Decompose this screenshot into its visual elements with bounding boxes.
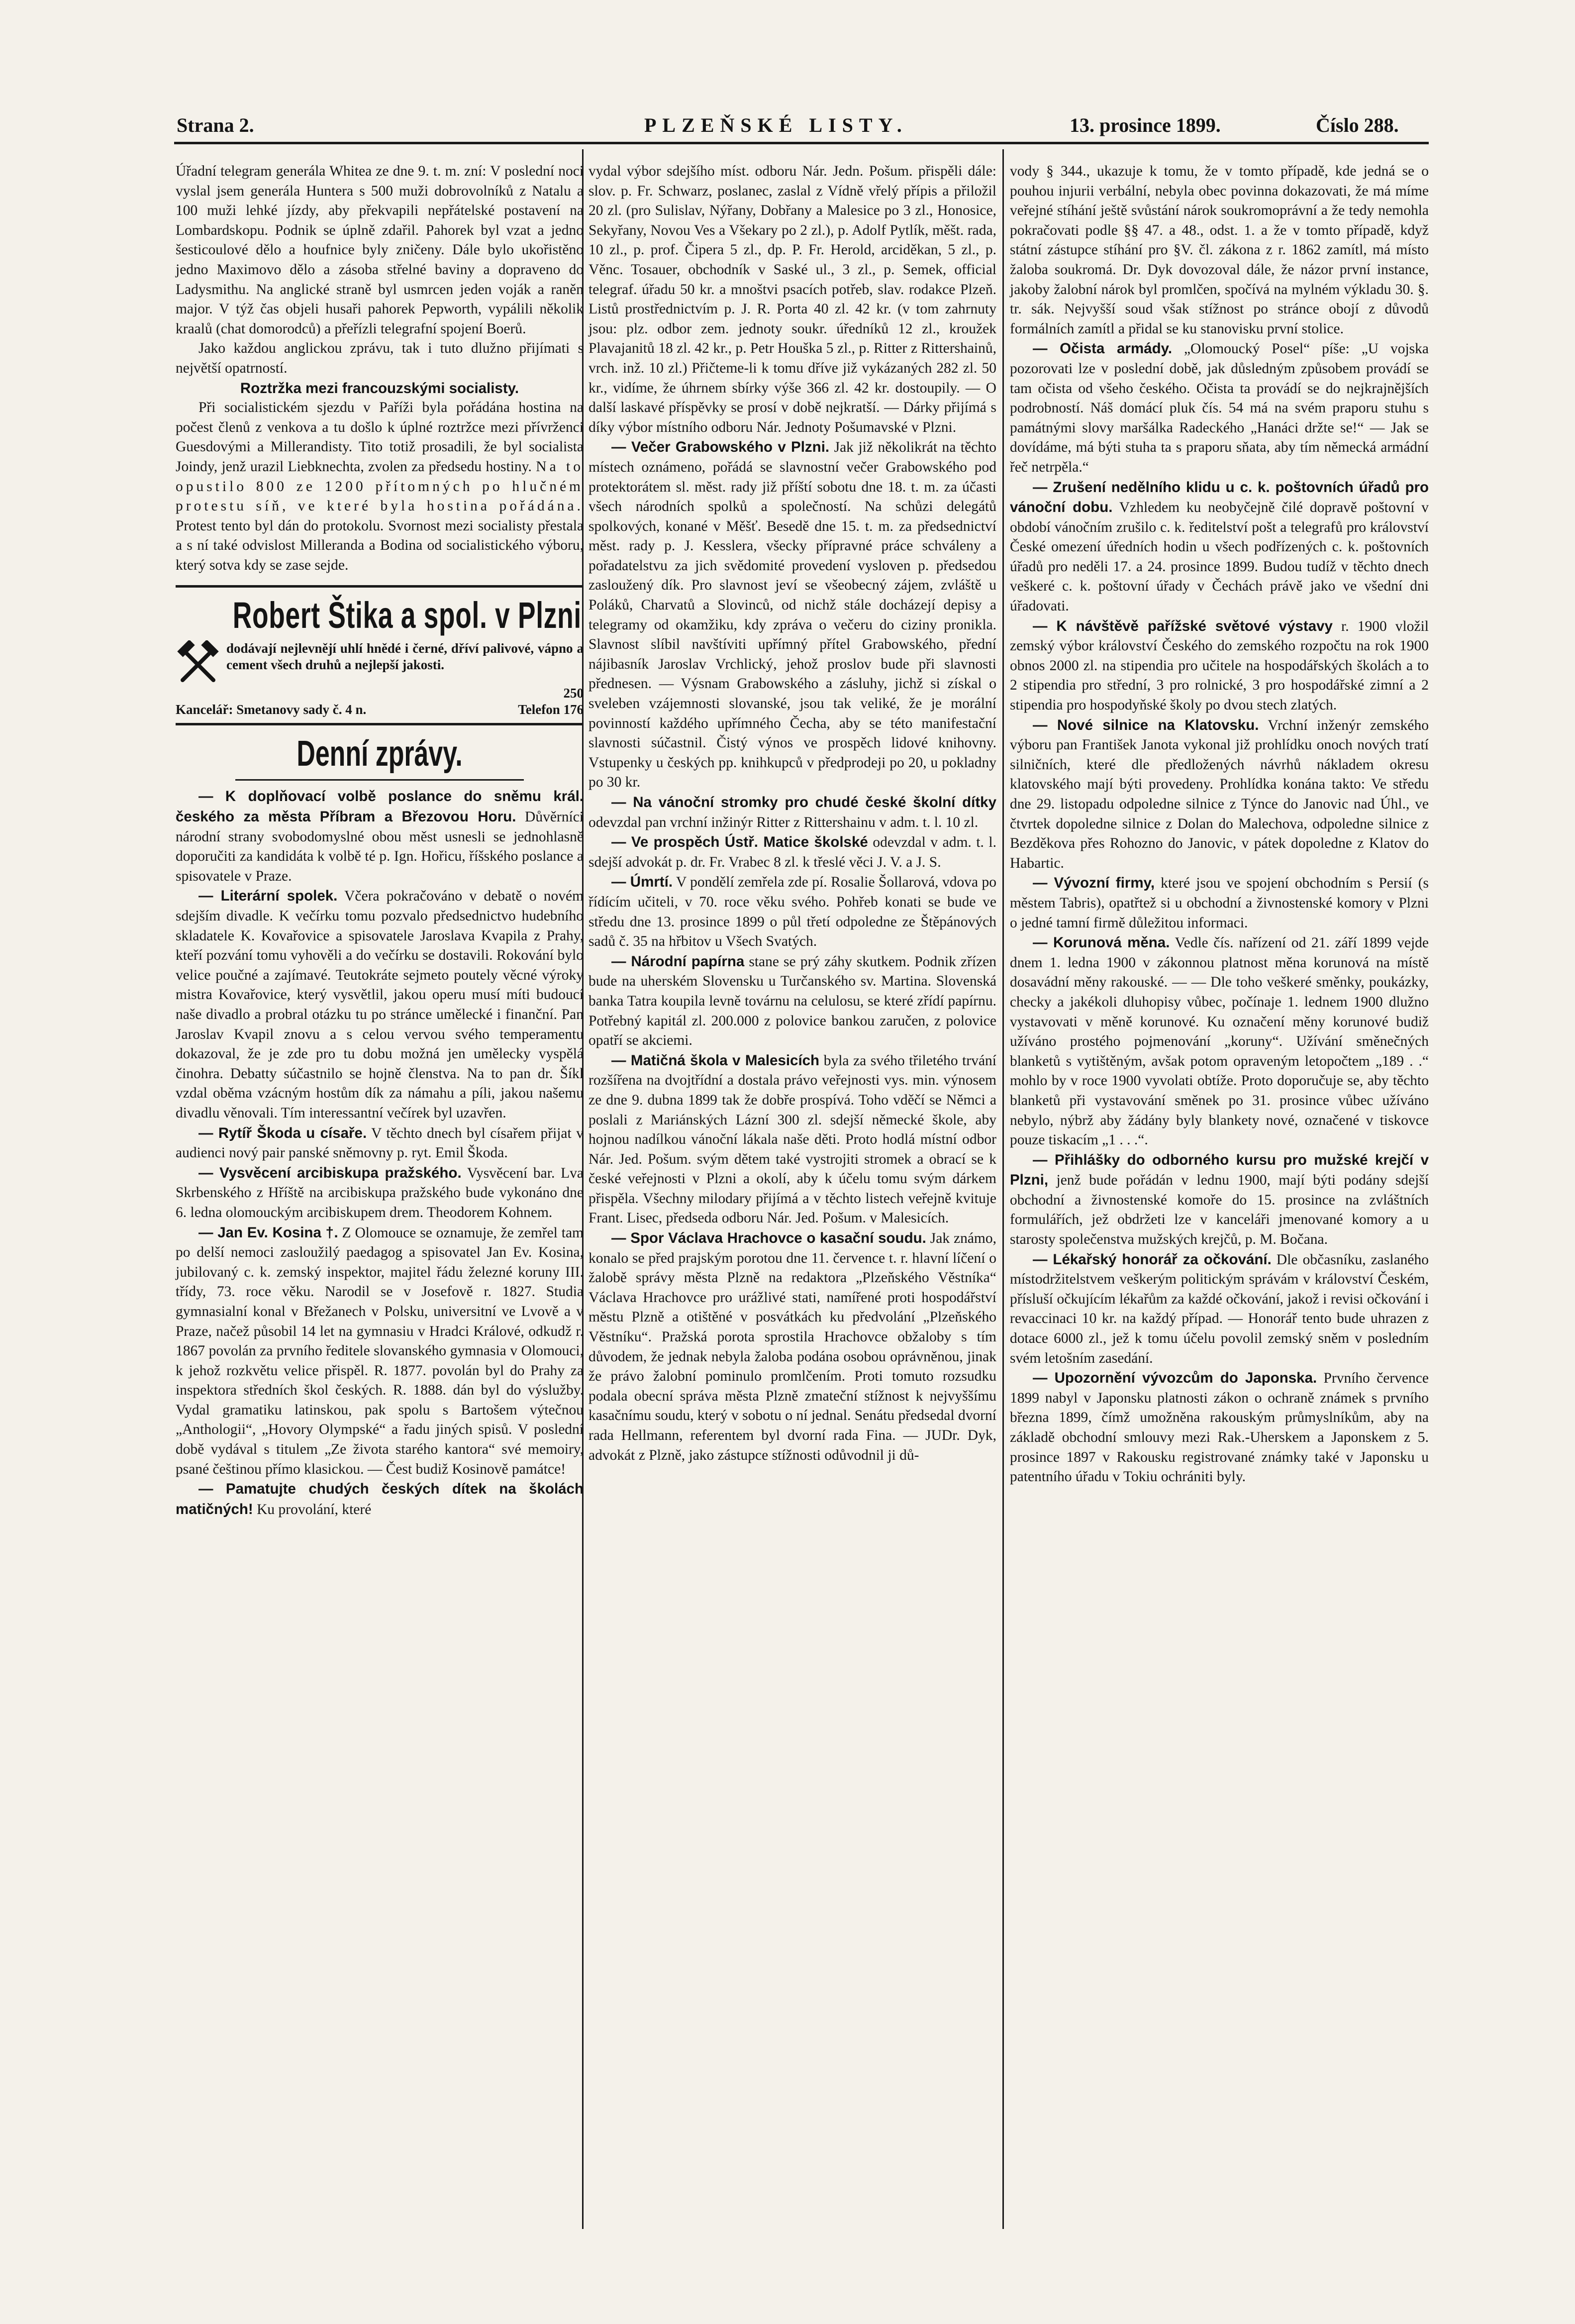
section-rule xyxy=(235,779,524,781)
ad-phone: Telefon 176 xyxy=(518,702,584,717)
article-heading: — Večer Grabowského v Plzni. xyxy=(611,439,830,456)
article-heading: — K doplňovací volbě poslance do sněmu král. českého za města Příbram a Březovou Horu. xyxy=(176,788,584,825)
article-text: — Vysvěcení arcibiskupa pražského. Vysvěcení bar. Lva Skrbenského z Hříště na arcibiskupa pražského bude vykonáno dne 6. ledna olomouckým arcibiskupem drem. Theodorem Kohnem. xyxy=(176,1164,584,1220)
article-text: — Vývozní firmy, které jsou ve spojení obchodním s Persií (s městem Tabris), opatřtež si u obchodní a živnostenské komory v Plzni o jedné tamní firmě důležitou informaci. xyxy=(1010,875,1429,931)
article-text: — Zrušení nedělního klidu u c. k. poštovních úřadů pro vánoční dobu. Vzhledem ku neobyčejně čilé dopravě poštovní v období vánočním zrušilo c. k. ředitelství pošt a telegrafů pro království České omezení úředních hodin u všech podřízených c. k. poštovních úřadů pro neděli 17. a 24. prosince 1899. Budou tudíž v těchto dnech veškeré c. k. poštovní úřady v Čechách právě jako ve všední dni úřadovati. xyxy=(1010,479,1429,614)
crossed-hammers-icon xyxy=(176,640,220,685)
column-divider-2 xyxy=(1002,149,1004,2229)
article-text: — Upozornění vývozcům do Japonska. Prvního července 1899 nabyl v Japonsku platnosti zákon o ochraně známek s prvního března 1899, čímž umožněna rakouským průmyslníkům, aby na základě obchodní smlouvy mezi Rak.-Uherskem a Japonskem z 5. prosince 1897 v Rakousku registrované známky také v Japonsku u patentního úřadu v Tokiu ochrániti byly. xyxy=(1010,1370,1429,1485)
column-2 xyxy=(589,162,996,1465)
article-heading: — Na vánoční stromky pro chudé české školní dítky xyxy=(611,794,996,810)
article-heading: — Pamatujte chudých českých dítek na školách matičných! xyxy=(176,1481,584,1517)
article-text: — Úmrtí. V pondělí zemřela zde pí. Rosalie Šollarová, vdova po řídícím učiteli, v 70. roce věku svého. Pohřeb konati se bude ve středu dne 13. prosince 1899 o půl třetí odpoledne ze Štěpánových sadů č. 35 na hřbitov u Všech Svatých. xyxy=(589,874,996,950)
article-heading: — Jan Ev. Kosina †. xyxy=(198,1224,338,1241)
article-text: — Korunová měna. Vedle čís. nařízení od 21. září 1899 vejde dnem 1. ledna 1900 v zákonnou platnost měna korunová na místě dosavádní měny rakouské. — — Dle toho veškeré směnky, poukázky, checky a jakékoli dluhopisy vůbec, počínaje 1. lednem 1900 dlužno vystavovati v měně korunové. Ku označení měny korunové budiž užíváno prostého pojmenování „koruny“. Užívání směnečných blanketů s vytištěným, avšak potom opraveným letopočtem „189 . .“ mohlo by v roce 1900 vyvolati obtíže. Proto doporučuje se, aby těchto blanketů při vystavování směnek po 31. prosince vůbec užíváno nebylo, nýbrž aby žádány byly blankety nové, označené v tiskovce pouze tiskacím „1 . . .“. xyxy=(1010,934,1429,1148)
article-text: Při socialistickém sjezdu v Paříži byla pořádána hostina na počest členů z venkova a tu došlo k úplné roztržce mezi přívrženci Guesdovými a Millerandisty. Tito totiž prosadili, že byl socialista Joindy, jenž urazil Liebknechta, zvolen za předsedu hostiny. Na to opustilo 800 ze 1200 přítomných po hlučném protestu síň, ve které byla hostina pořádána. Protest tento byl dán do protokolu. Svornost mezi socialisty přestala a s ní také odvislost Milleranda a Bodina od socialistického výboru, který sotva kdy se zase sejde. xyxy=(176,400,584,573)
header-rule xyxy=(174,142,1429,144)
ad-number: 250 xyxy=(563,686,584,701)
article-text: — Rytíř Škoda u císaře. V těchto dnech byl císařem přijat v audienci nový pair panské sněmovny p. ryt. Emil Škoda. xyxy=(176,1124,584,1161)
article-text: — K návštěvě pařížské světové výstavy r. 1900 vložil zemský výbor království Českého do zemského rozpočtu na rok 1900 obnos 2000 zl. na stipendia pro učitele na hospodářských školách a to 2 stipendia pro střední, 3 pro rolnické, 3 pro hospodářské zimní a 2 stipendia pro hospodyňské školy po dvou stech zlatých. xyxy=(1010,617,1429,713)
article-text: — K doplňovací volbě poslance do sněmu král. českého za města Příbram a Březovou Horu. Důvěrníci národní strany svobodomyslné obou měst usnesli se jednohlasně doporučiti za kandidáta k volbě té p. Ign. Hořicu, říšského poslance a spisovatele v Praze. xyxy=(176,788,584,884)
page-header xyxy=(174,113,1428,143)
spaced-text: Na to opustilo 800 ze 1200 přítomných po hlučném protestu síň, ve které byla hostina pořádána. xyxy=(176,458,584,514)
article-heading: — K návštěvě pařížské světové výstavy xyxy=(1033,617,1333,634)
article-text: — Večer Grabowského v Plzni. Jak již několikrát na těchto místech oznámeno, pořádá se slavnostní večer Grabowského pod protektorátem sl. měst. rady již příští sobotu dne 18. t. m. za účasti všech národních spolků a společností. Na schůzi delegátů spolkových, konané v Měšť. Besedě dne 15. t. m. za předsednictví měst. rady p. J. Kesslera, všecky přípravné práce schváleny a pořadatelstvu za jich svědomité provedení vysloven p. předsedou zasloužený dík. Pro slavnost jeví se všeobecný zájem, zvláště u Poláků, Charvatů a Slovinců, od nichž stále docházejí depisy a telegramy od okamžiku, kdy zpráva o večeru do ciziny pronikla. Slavnost slíbil navštíviti upřímný přítel Grabowského, přední nájibasník Jaroslav Vrchlický, jehož proslov bude při slavnosti přednesen. — Výsnam Grabowského a zásluhy, jichž si získal o sveleben vzájemnosti slovanské, jsou tak veliké, že je morální povinností každého upřímného Čecha, aby se této manifestační slavnosti súčastnil. Čistý výnos ve prospěch lidové knihovny. Vstupenky u českých pp. knihkupců v předprodeji po 20, u pokladny po 30 kr. xyxy=(589,439,996,791)
article-text: Úřadní telegram generála Whitea ze dne 9. t. m. zní: V poslední noci vyslal jsem generála Huntera s 500 muži dobrovolníků z Natalu a 100 muži lehké jízdy, aby překvapili nepřátelské postavení na Lombardskopu. Podnik se úplně zdařil. Pahorek byl vzat a jedno šesticoulové dělo a houfnice byly zničeny. Dále bylo ukořistěno jedno Maximovo dělo a zásoba střelné baviny a dopraveno do Ladysmithu. Na anglické straně byl usmrcen jeden voják a raněn major. V týž čas objeli husaři pahorek Pepworth, vypálili několik kraalů (chat domorodců) a přeřízli telegrafní spojení Boerů. xyxy=(176,163,584,337)
article-heading: — Očista armády. xyxy=(1033,340,1173,357)
article-heading: — Matičná škola v Malesicích xyxy=(611,1052,820,1069)
article-text: vody § 344., ukazuje k tomu, že v tomto případě, kde jedná se o pouhou injurii verbální, nebyla obec povinna dokazovati, že má míme veřejné stíhání ještě svůstání nárok soukromoprávní a že tedy nemohla pokračovati podle §§ 47. a 48., odst. 1. a že v tomto případě, když státní zástupce stíhání pro §V. čl. zákona z r. 1862 zamítl, má místo žaloba soukromá. Dr. Dyk dovozoval dále, že názor první instance, jakoby žalobní nárok byl promlčen, spočívá na mylném výkladu 30. §. tr. sák. Nejvyšší soud však stížnost po stránce obojí z důvodů formálních zamítl a přidal se ku stanovisku první stolice. xyxy=(1010,163,1429,337)
article-heading: — Literární spolek. xyxy=(198,888,338,905)
article-text: vydal výbor sdejšího míst. odboru Nár. Jedn. Pošum. přispěli dále: slov. p. Fr. Schwarz, poslanec, zaslal z Vídně vřelý přípis a přiložil 20 zl. (pro Sulislav, Nýřany, Dobřany a Malesice po 3 zl., Honosice, Sekyřany, Novou Ves a Všekary po 2 zl.), p. Adolf Pytlík, měšt. rada, 10 zl., p. prof. Čipera 5 zl., dp. P. Fr. Herold, arciděkan, 5 zl., p. Věnc. Tosauer, obchodník v Saské ul., 3 zl., p. Semek, official telegraf. úřadu 50 kr. a mnoštvi psacích potřeb, slav. rodakce Plzeň. Listů prostřednictvím p. J. R. Porta 40 zl. 42 kr. (v tom zahrnuty jsou: plz. odbor zem. jednoty soukr. úředníků 12 zl., kroužek Plavajanitů 18 zl. 42 kr., p. Petr Houška 5 zl., p. Ritter z Rittershainů, vrch. inž. 10 zl.) Přičteme-li k tomu dříve již vykázaných 282 zl. 50 kr., vidíme, že úhrnem sbírky výše 366 zl. 42 kr. dostoupily. — O další laskavé příspěvky se prosí v době nejkratší. — Dárky přijímá s díky výbor místního odboru Nár. Jednoty Pošumavské v Plzni. xyxy=(589,163,996,435)
issue-date: 13. prosince 1899. xyxy=(1070,114,1221,136)
article-heading: — Úmrtí. xyxy=(611,874,673,891)
article-heading: Roztržka mezi francouzskými socialisty. xyxy=(240,380,519,397)
article-text: — Očista armády. „Olomoucký Posel“ píše: „U vojska pozorovati lze v poslední době, jak důsledným způsobem provádí se tam očista od všeho českého. Očista ta provádí se do nejkrajnějších podrobností. Náš domácí pluk čís. 54 má na svém praporu stuhu s památnými slovy maršálka Radeckého „Hanáci držte se!“ — Jak se dovídáme, má býti stuha ta s praporu sňata, aby tím německá armádní řeč netrpěla.“ xyxy=(1010,340,1429,475)
article-heading: — Lékařský honorář za očkování. xyxy=(1033,1251,1272,1268)
article-text: — Literární spolek. Včera pokračováno v debatě o novém sdejším divadle. K večírku tomu pozvalo předsednictvo hudebního skladatele K. Kovařovice a spisovatele Jaroslava Kvapila z Prahy, kteří pozvání tomu vyhověli a do večírku se dostavili. Rokování bylo velice poučné a zajímavé. Teutokráte sejmeto poutely věcné výroky mistra Kovařovice, který vysvětlil, jakou operu musí míti budoucí naše divadlo a probral otázku tu po stránce umělecké i finanční. Pan Jaroslav Kvapil znovu a s celou vervou svého temperamentu dokazoval, že je zde pro tu dobu možná jen umělecky vyspělá činohra. Debatty súčastnilo se hojně členstva. Na to pan dr. Šíkl vzdal oběma vzácným hostům dík za námahu a píli, jakou našemu divadlu věnovali. Tím interessantní večírek byl uzavřen. xyxy=(176,888,584,1121)
issue-number: Číslo 288. xyxy=(1316,114,1399,136)
article-text: — Přihlášky do odborného kursu pro mužské krejčí v Plzni, jenž bude pořádán v lednu 1900, mají býti podány sdejší obchodní a živnostenské komoře do 15. prosince na zvláštních formulářích, jež obdržeti lze v kanceláři jmenované komory a u starosty společenstva mužských krejčů, p. M. Bočana. xyxy=(1010,1151,1429,1248)
ad-title: Robert Štika a spol. v Plzni xyxy=(232,595,582,636)
article-text: — Ve prospěch Ústř. Matice školské odevzdal v adm. t. l. sdejší advokát p. dr. Fr. Vrabec 8 zl. k třeslé věci J. V. a J. S. xyxy=(589,834,996,870)
article-text: — Spor Václava Hrachovce o kasační soudu. Jak známo, konalo se před prajským porotou dne 11. července t. r. hlavní líčení o žalobě správy města Plzně na redaktora „Plzeňského Věstníka“ Václava Hrachovce pro urážlivé stati, namířené proti hospodářství městu Plzně a otištěné v posvátkách ku předvolání „Plzeňského Věstníku“. Pražská porota sprostila Hrachovce obžaloby s tím důvodem, že jednak nebyla žaloba podána osobou oprávněnou, jinak že právo žalobní pominulo promlčením. Proti tomuto rozsudku podala obecní správa města Plzně zmateční stížnost k nejvyššímu kasačnímu soudu, který v sobotu o ní jednal. Senátu předsedal dvorní rada Hellmann, referentem byl dvorní rada Fina. — JUDr. Dyk, advokát z Plzně, jako zástupce stížnosti odůvodnil ji dů- xyxy=(589,1230,996,1463)
article-heading: — Ve prospěch Ústř. Matice školské xyxy=(611,834,868,851)
column-1 xyxy=(176,162,584,1519)
article-text: — Na vánoční stromky pro chudé české školní dítky odevzdal pan vrchní inžinýr Ritter z Rittershainu v adm. t. l. 10 zl. xyxy=(589,794,996,830)
article-text: — Nové silnice na Klatovsku. Vrchní inženýr zemského výboru pan František Janota vykonal již prohlídku onoch nových tratí silničních, které dle předložených návrhů nákladem okresu klatovského mají býti provedeny. Prohlídka konána takto: Ve středu dne 29. listopadu odpoledne silnice z Týnce do Janovic nad Úhl., ve čtvrtek dopoledne silnice z Dolan do Malechova, odpoledne silnice z Bezděkova přes Rohozno do Janovic, v pátek dopoledne z Klatov do Habartic. xyxy=(1010,716,1429,871)
page-number: Strana 2. xyxy=(177,114,254,136)
article-heading: — Upozornění vývozcům do Japonska. xyxy=(1033,1370,1317,1387)
article-heading: — Vývozní firmy, xyxy=(1033,875,1155,892)
article-heading: — Korunová měna. xyxy=(1033,934,1170,951)
advertisement xyxy=(176,585,584,725)
article-text: — Matičná škola v Malesicích byla za svého třiletého trvání rozšířena na dvojtřídní a dostala právo veřejnosti vys. min. výnosem ze dne 9. dubna 1899 tak že dobře prospívá. Toho vděčí se Němci a poslali z Mariánských Lázní 300 zl. sdejší německé škole, aby hojnou nadílkou vánoční lákala naše děti. Proto hodlá místní odbor Nár. Jed. Pošum. svým dětem také vystrojiti stromek a obrací se k české veřejnosti v Plzni a okolí, aby k účelu tomu svým dárkem přispěla. Všechny milodary přijímá a v těchto listech veřejně kvituje Frant. Lisec, předseda odboru Nár. Jed. Pošum. v Malesicích. xyxy=(589,1052,996,1226)
article-heading: — Vysvěcení arcibiskupa pražského. xyxy=(198,1164,462,1181)
article-heading: — Národní papírna xyxy=(611,953,745,970)
article-heading: — Zrušení nedělního klidu u c. k. poštovních úřadů pro vánoční dobu. xyxy=(1010,479,1429,516)
article-heading: — Přihlášky do odborného kursu pro mužské krejčí v Plzni, xyxy=(1010,1151,1429,1189)
article-heading: — Nové silnice na Klatovsku. xyxy=(1033,716,1259,733)
article-text: — Pamatujte chudých českých dítek na školách matičných! Ku provolání, které xyxy=(176,1481,584,1517)
ad-text: dodávají nejlevnějí uhlí hnědé i černé, dříví palivové, vápno a cement všech druhů a nejlepší jakosti. xyxy=(226,641,584,673)
column-3 xyxy=(1010,162,1429,1487)
masthead-title: PLZEŇSKÉ LISTY. xyxy=(644,114,908,136)
article-heading: — Rytíř Škoda u císaře. xyxy=(198,1124,367,1141)
section-title: Denní zprávy. xyxy=(296,734,463,774)
ad-office: Kancelář: Smetanovy sady č. 4 n. xyxy=(176,702,367,717)
article-text: — Lékařský honorář za očkování. Dle občasníku, zaslaného místodržitelstvem veškerým politickým správám v království Českém, přísluší očkujícím lékařům za každé očkování, jakož i revisi očkování i revaccinaci 10 kr. na každý případ. — Honorář tento bude uhrazen z dotace 6000 zl., jež k tomu účelu povolil zemský sněm v posledním svém letošním zasedání. xyxy=(1010,1251,1429,1366)
article-text: — Jan Ev. Kosina †. Z Olomouce se oznamuje, že zemřel tam po delší nemoci zasloužilý paedagog a spisovatel Jan Ev. Kosina, jubilovaný c. k. zemský inspektor, majitel řádu železné koruny III. třídy, 73. roce věku. Narodil se v Josefově r. 1827. Studia gymnasialní konal v Břežanech v Polsku, universitní ve Lvově a v Praze, načež působil 14 let na gymnasiu v Hradci Králové, odkudž r. 1867 povolán za prvního ředitele slovanského gymnasia v Olomouci, k jehož rozkvětu velice přispěl. R. 1877. povolán byl do Prahy za inspektora středních škol českých. R. 1888. dán byl do výslužby. Vydal gramatiku latinskou, pak spolu s Bartošem výtečnou „Anthologii“, „Hovory Olympské“ a řadu jiných spisů. V poslední době vydával s titulem „Ze života starého kantora“ své memoiry, psané češtinou přímo klasickou. — Čest budiž Kosinově památce! xyxy=(176,1224,584,1477)
article-heading: — Spor Václava Hrachovce o kasační soudu. xyxy=(611,1230,926,1247)
article-text: Jako každou anglickou zprávu, tak i tuto dlužno přijímati s největší opatrností. xyxy=(176,340,584,376)
article-text: — Národní papírna stane se prý záhy skutkem. Podnik zřízen bude na uherském Slovensku u Turčanského sv. Martina. Slovenská banka Tatra koupila levně továrnu na celulosu, se které zřídí papírnu. Potřebný kapitál zl. 200.000 z polovice bankou zaručen, z polovice opatří se akciemi. xyxy=(589,953,997,1049)
